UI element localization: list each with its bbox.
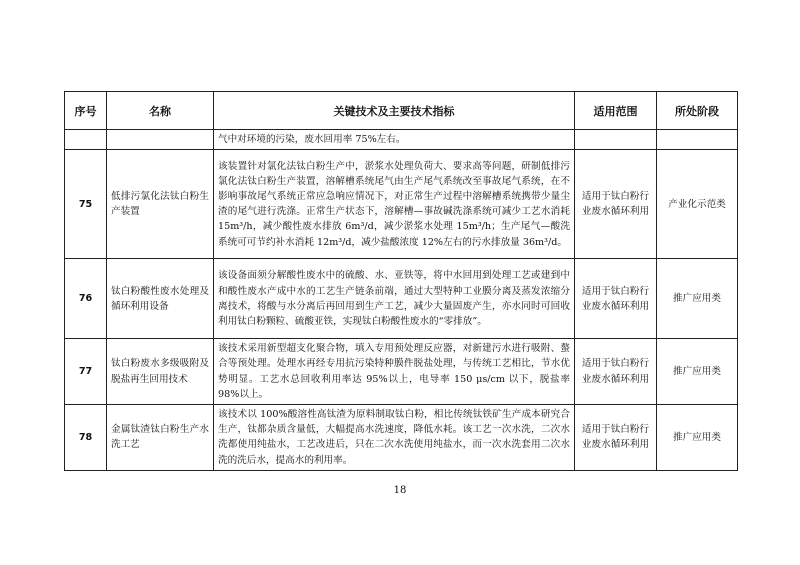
cell-desc: 气中对环境的污染，废水回用率 75%左右。 — [214, 130, 575, 150]
header-name: 名称 — [107, 92, 214, 130]
cell-scope: 适用于钛白粉行业废水循环利用 — [575, 339, 657, 405]
technology-table — [64, 91, 738, 471]
cell-num — [65, 130, 107, 150]
cell-desc: 该装置针对氯化法钛白粉生产中，淤浆水处理负荷大、要求高等问题，研制低排污氯化法钛白粉生产装置，溶解槽系统尾气由生产尾气系统改至事故尾气系统，在不影响事故尾气系统正常应急响应情况下，对正常生产过程中溶解槽系统携带少量尘渣的尾气进行洗涤。正常生产状态下，溶解槽—事故碱洗涤系统可减少工艺水消耗 15m³/h，减少酸性废水排放 6m³/d，减少淤浆水处理 15m³/h；生产尾气—酸洗系统可可节约补水消耗 12m³/d，减少盐酸浓度 12%左右的污水排放量 36m³/d。 — [214, 150, 575, 259]
cell-scope: 适用于钛白粉行业废水循环利用 — [575, 405, 657, 471]
cell-stage — [657, 130, 738, 150]
header-desc: 关键技术及主要技术指标 — [214, 92, 575, 130]
cell-name: 低排污氯化法钛白粉生产装置 — [107, 150, 214, 259]
cell-name — [107, 130, 214, 150]
cell-name: 钛白粉酸性废水处理及循环利用设备 — [107, 259, 214, 339]
cell-num: 76 — [65, 259, 107, 339]
cell-desc: 该设备面须分解酸性废水中的硫酸、水、亚铁等，将中水回用到处理工艺或建到中和酸性废水产成中水的工艺生产链条前端，通过大型特种工业膜分离及蒸发浓缩分离技术，将酸与水分离后再回用到生产工艺，减少大量固废产生，亦水同时可回收利用钛白粉颗粒、硫酸亚铁，实现钛白粉酸性废水的“零排放”。 — [214, 259, 575, 339]
cell-name: 钛白粉废水多级吸附及脱盐再生回用技术 — [107, 339, 214, 405]
cell-stage: 推广应用类 — [657, 405, 738, 471]
table-row — [65, 259, 738, 339]
table-row-continuation — [65, 130, 738, 150]
table-row — [65, 150, 738, 259]
cell-num: 77 — [65, 339, 107, 405]
table-row — [65, 339, 738, 405]
cell-name: 金属钛渣钛白粉生产水洗工艺 — [107, 405, 214, 471]
cell-desc: 该技术以 100%酸溶性高钛渣为原料制取钛白粉，相比传统钛铁矿生产成本研究合生产，钛都杂质含量低，大幅提高水洗速度，降低水耗。该工艺一次水洗，二次水洗都使用纯盐水，工艺改进后，只在二次水洗使用纯盐水，而一次水洗套用二次水洗的洗后水，提高水的利用率。 — [214, 405, 575, 471]
header-stage: 所处阶段 — [657, 92, 738, 130]
cell-stage: 推广应用类 — [657, 339, 738, 405]
page-number: 18 — [393, 485, 407, 496]
header-scope: 适用范围 — [575, 92, 657, 130]
cell-scope: 适用于钛白粉行业废水循环利用 — [575, 259, 657, 339]
header-num: 序号 — [65, 92, 107, 130]
table-header-row — [65, 92, 738, 130]
cell-stage: 产业化示范类 — [657, 150, 738, 259]
cell-desc: 该技术采用新型超支化聚合物，填入专用预处理反应器，对新建污水进行吸附、螯合等预处理。处理水再经专用抗污染特种膜件脱盐处理，与传统工艺相比，节水优势明显。工艺水总回收利用率达 95%以上，电导率 150 μs/cm 以下，脱盐率 98%以上。 — [214, 339, 575, 405]
cell-num: 78 — [65, 405, 107, 471]
cell-scope — [575, 130, 657, 150]
cell-scope: 适用于钛白粉行业废水循环利用 — [575, 150, 657, 259]
cell-num: 75 — [65, 150, 107, 259]
table-row — [65, 405, 738, 471]
cell-stage: 推广应用类 — [657, 259, 738, 339]
